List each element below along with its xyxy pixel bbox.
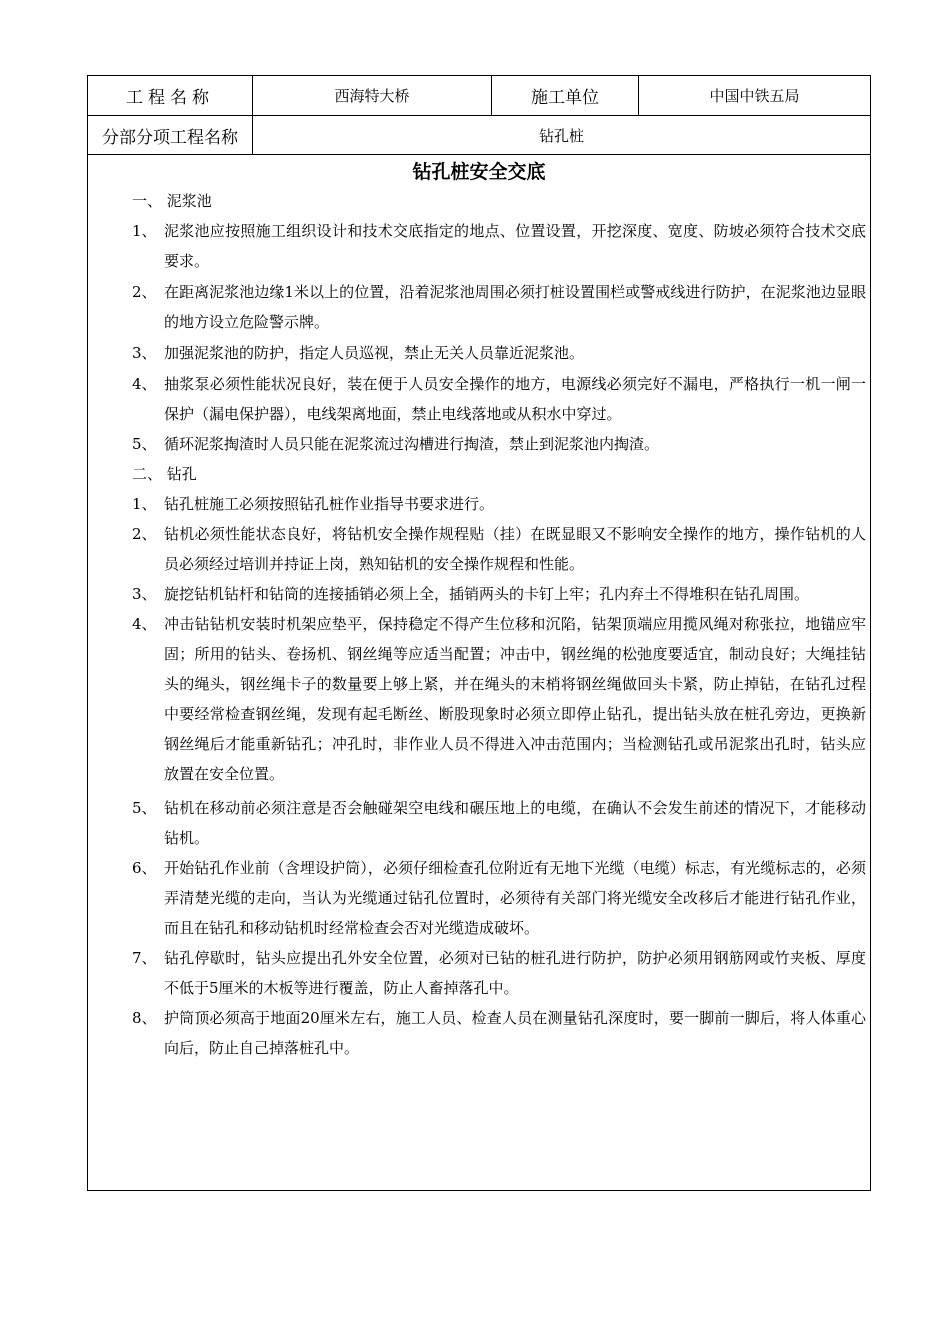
item-text: 钻孔桩施工必须按照钻孔桩作业指导书要求进行。: [164, 495, 495, 513]
item-number: 2、: [132, 283, 157, 301]
item-text: 泥浆池应按照施工组织设计和技术交底指定的地点、位置设置，开挖深度、宽度、防坡必须符合技术交底要求。: [164, 222, 866, 270]
list-item: [132, 277, 866, 337]
construction-unit-label: 施工单位: [492, 76, 639, 115]
list-item: [132, 429, 866, 459]
construction-unit-value: 中国中铁五局: [709, 87, 800, 105]
list-item: [132, 519, 866, 579]
list-item: [132, 1003, 866, 1063]
item-text: 开始钻孔作业前（含埋设护筒），必须仔细检查孔位附近有无地下光缆（电缆）标志，有光缆标志的，必须弄清楚光缆的走向，当认为光缆通过钻孔位置时，必须待有关部门将光缆安全改移后才能进行钻孔作业，而且在钻孔和移动钻机时经常检查会否对光缆造成破坏。: [164, 859, 866, 937]
item-text: 钻机在移动前必须注意是否会触碰架空电线和碾压地上的电缆，在确认不会发生前述的情况下，才能移动钻机。: [164, 799, 866, 847]
list-item: [132, 369, 866, 429]
section-heading: 二、 钻孔: [132, 465, 197, 483]
list-item: [132, 793, 866, 853]
item-text: 冲击钻钻机安装时机架应垫平，保持稳定不得产生位移和沉陷，钻架顶端应用揽风绳对称张拉，地锚应牢固；所用的钻头、卷扬机、钢丝绳等应适当配置；冲击中，钢丝绳的松弛度要适宜，制动良好；大绳挂钻头的绳头，钢丝绳卡子的数量要上够上紧，并在绳头的末梢将钢丝绳做回头卡紧，防止掉钻，在钻孔过程中要经常检查钢丝绳，发现有起毛断丝、断股现象时必须立即停止钻孔，提出钻头放在桩孔旁边，更换新钢丝绳后才能重新钻孔；冲孔时，非作业人员不得进入冲击范围内；当检测钻孔或吊泥浆出孔时，钻头应放置在安全位置。: [164, 615, 866, 783]
document-title: 钻孔桩安全交底: [412, 161, 546, 183]
sub-project-label: 分部分项工程名称: [88, 116, 253, 154]
item-number: 3、: [132, 585, 157, 603]
project-name-label: 工程名称: [88, 76, 253, 115]
item-text: 护筒顶必须高于地面20厘米左右，施工人员、检查人员在测量钻孔深度时，要一脚前一脚后，将人体重心向后，防止自己掉落桩孔中。: [164, 1009, 866, 1057]
item-text: 加强泥浆池的防护，指定人员巡视，禁止无关人员靠近泥浆池。: [164, 344, 585, 362]
item-text: 循环泥浆掏渣时人员只能在泥浆流过沟槽进行掏渣，禁止到泥浆池内掏渣。: [164, 435, 660, 453]
item-text: 旋挖钻机钻杆和钻筒的连接插销必须上全，插销两头的卡钉上牢；孔内弃土不得堆积在钻孔周围。: [164, 585, 810, 603]
item-number: 1、: [132, 495, 157, 513]
briefing-body: [88, 155, 870, 1190]
item-text: 钻机必须性能状态良好，将钻机安全操作规程贴（挂）在既显眼又不影响安全操作的地方，操作钻机的人员必须经过培训并持证上岗，熟知钻机的安全操作规程和性能。: [164, 525, 866, 573]
item-number: 7、: [132, 949, 157, 967]
safety-briefing-form: [87, 75, 871, 1191]
item-number: 6、: [132, 859, 157, 877]
header-row-1: [88, 76, 870, 116]
item-number: 5、: [132, 799, 157, 817]
section-heading: 一、 泥浆池: [132, 192, 212, 210]
item-number: 5、: [132, 435, 157, 453]
item-text: 钻孔停歇时，钻头应提出孔外安全位置，必须对已钻的桩孔进行防护，防护必须用钢筋网或竹夹板、厚度不低于5厘米的木板等进行覆盖，防止人畜掉落孔中。: [164, 949, 866, 997]
header-row-2: [88, 116, 870, 155]
list-item: [132, 489, 866, 519]
item-number: 4、: [132, 615, 157, 633]
list-item: [132, 216, 866, 276]
project-name-value: 西海特大桥: [253, 76, 492, 115]
list-item: [132, 579, 866, 609]
item-number: 8、: [132, 1009, 157, 1027]
item-number: 1、: [132, 222, 157, 240]
list-item: [132, 853, 866, 943]
item-number: 4、: [132, 375, 157, 393]
item-number: 2、: [132, 525, 157, 543]
list-item: [132, 338, 866, 368]
item-number: 3、: [132, 344, 157, 362]
item-text: 在距离泥浆池边缘1米以上的位置，沿着泥浆池周围必须打桩设置围栏或警戒线进行防护，在泥浆池边显眼的地方设立危险警示牌。: [164, 283, 866, 331]
sub-project-value: 钻孔桩: [538, 126, 584, 145]
item-text: 抽浆泵必须性能状况良好，装在便于人员安全操作的地方，电源线必须完好不漏电，严格执行一机一闸一保护（漏电保护器），电线架离地面，禁止电线落地或从积水中穿过。: [164, 375, 866, 423]
list-item: [132, 943, 866, 1003]
list-item: [132, 609, 866, 789]
